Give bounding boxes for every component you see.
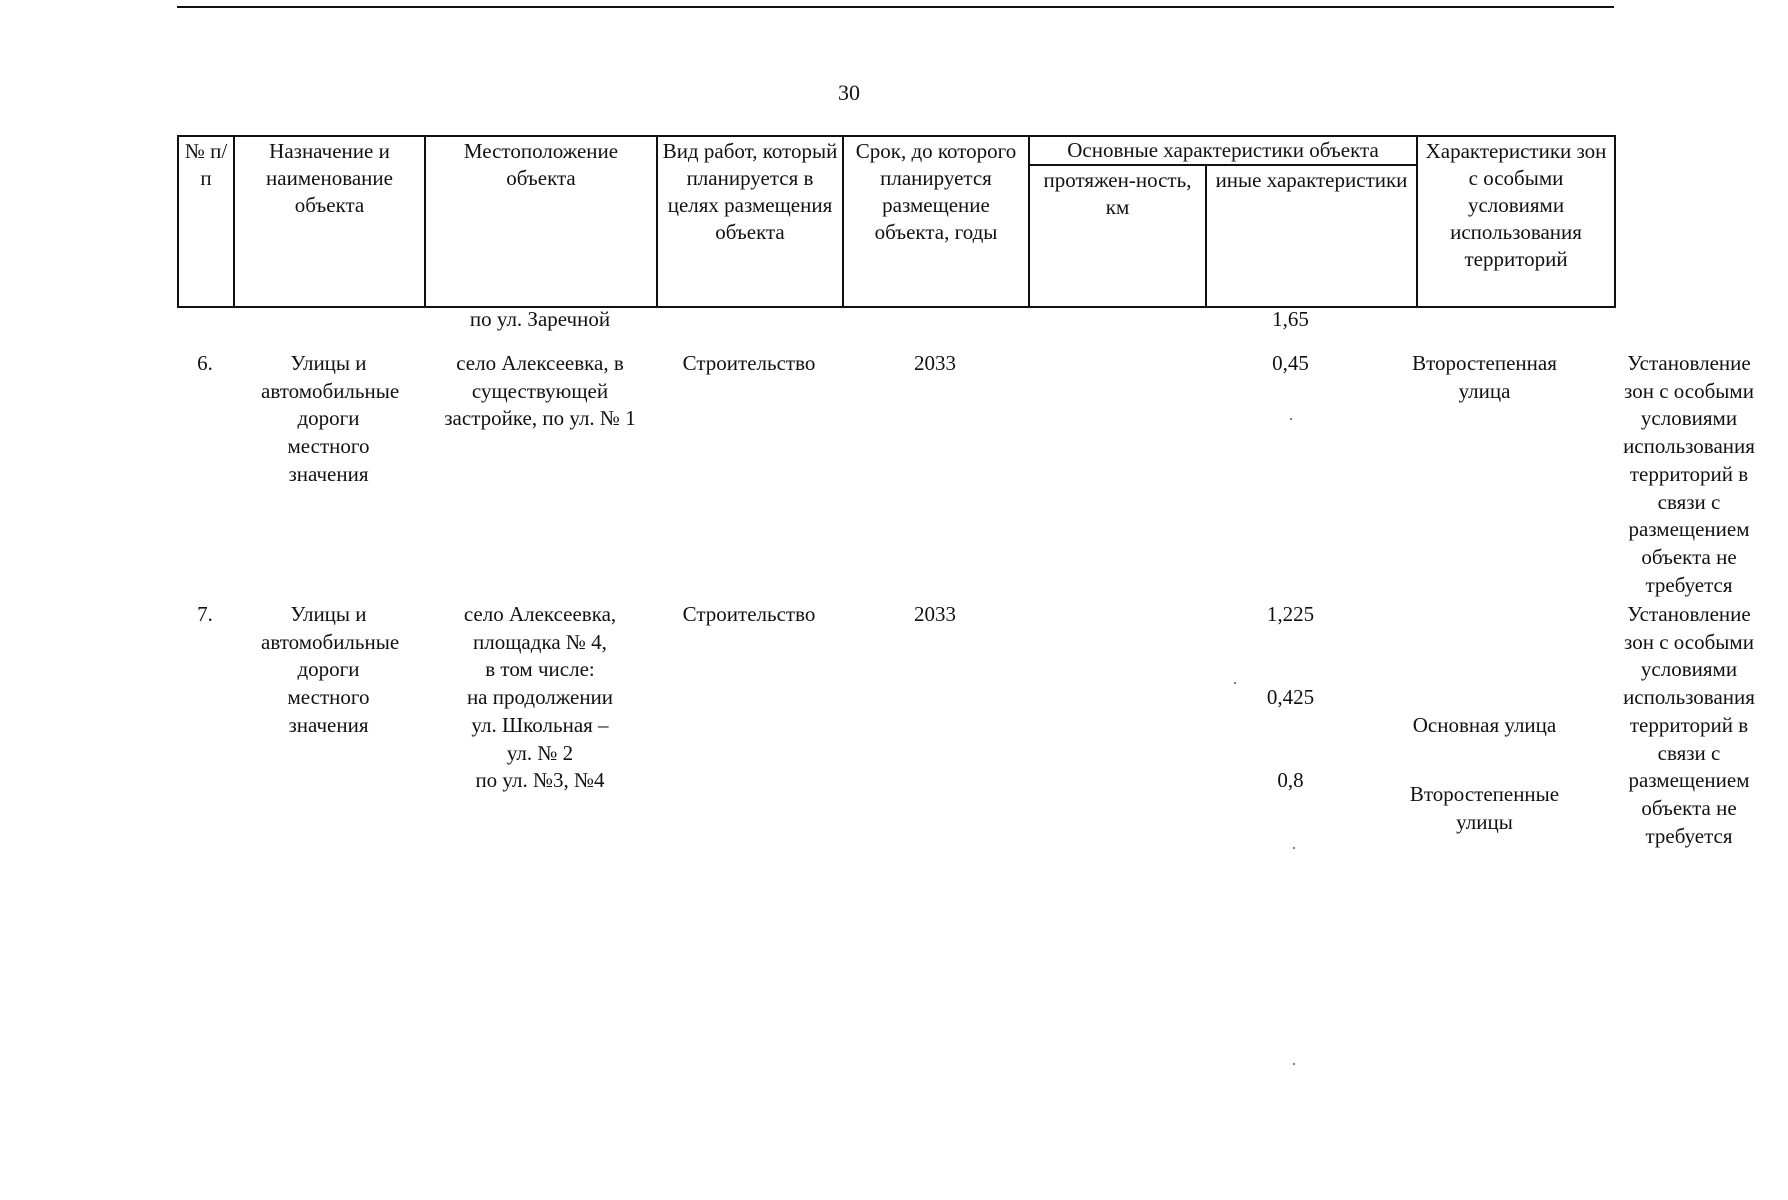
table-body — [177, 306, 1755, 861]
location-line: площадка № 4, — [473, 629, 607, 654]
header-zones: Характеристики зон с особыми условиями использования территорий — [1417, 136, 1615, 307]
scan-speck — [1234, 682, 1236, 684]
cell-num: 7. — [197, 602, 213, 626]
location-line: на продолжении — [466, 685, 614, 710]
header-main-characteristics: Основные характеристики объекта — [1029, 136, 1417, 165]
cell-other-b: Второстепенные улицы — [1409, 782, 1560, 834]
header-purpose: Назначение и наименование объекта — [234, 136, 425, 307]
table-header — [177, 135, 1616, 308]
scan-speck — [1293, 847, 1295, 849]
cell-length: 1,65 — [1272, 307, 1309, 331]
location-line: по ул. №3, №4 — [475, 768, 605, 793]
cell-location: по ул. Заречной — [469, 307, 611, 331]
cell-purpose: Улицы и автомобильные дороги местного значения — [261, 602, 400, 737]
cell-other-a: Основная улица — [1412, 713, 1557, 737]
scan-speck — [1290, 418, 1292, 420]
scan-speck — [1293, 1063, 1295, 1065]
cell-length: 0,45 — [1272, 351, 1309, 375]
location-line: село Алексеевка, — [463, 602, 617, 626]
cell-other: Второстепенная улица — [1412, 351, 1557, 403]
cell-length-total: 1,225 — [1266, 602, 1315, 626]
cell-location: село Алексеевка, в существующей застройке, по ул. № 1 — [444, 351, 636, 431]
cell-num: 6. — [197, 351, 213, 375]
location-line: ул. Школьная – — [471, 712, 609, 737]
cell-zones: Установление зон с особыми условиями использования территорий в связи с размещением объекта не требуется — [1623, 602, 1755, 848]
cell-deadline: 2033 — [914, 602, 956, 626]
cell-deadline: 2033 — [914, 351, 956, 375]
header-deadline: Срок, до которого планируется размещение объекта, годы — [843, 136, 1029, 307]
page-number: 30 — [838, 80, 860, 105]
cell-length-b: 0,8 — [1277, 768, 1304, 792]
location-line: в том числе: — [485, 657, 595, 682]
table-row — [177, 350, 1755, 601]
cell-purpose: Улицы и автомобильные дороги местного значения — [261, 351, 400, 486]
header-num: № п/п — [178, 136, 234, 307]
cell-length-a: 0,425 — [1266, 685, 1315, 709]
location-line: ул. № 2 — [506, 740, 574, 765]
cell-work-type: Строительство — [682, 602, 816, 626]
header-work-type: Вид работ, который планируется в целях размещения объекта — [657, 136, 843, 307]
table-row — [177, 601, 1755, 861]
cell-work-type: Строительство — [682, 351, 816, 375]
header-location: Местоположение объекта — [425, 136, 657, 307]
header-length: протяжен-ность, км — [1029, 165, 1206, 307]
top-scan-line — [177, 6, 1614, 8]
cell-location — [424, 601, 656, 795]
table-row-continuation — [177, 306, 1614, 350]
header-other-characteristics: иные характеристики — [1206, 165, 1417, 307]
cell-zones: Установление зон с особыми условиями использования территорий в связи с размещением объекта не требуется — [1623, 351, 1755, 597]
